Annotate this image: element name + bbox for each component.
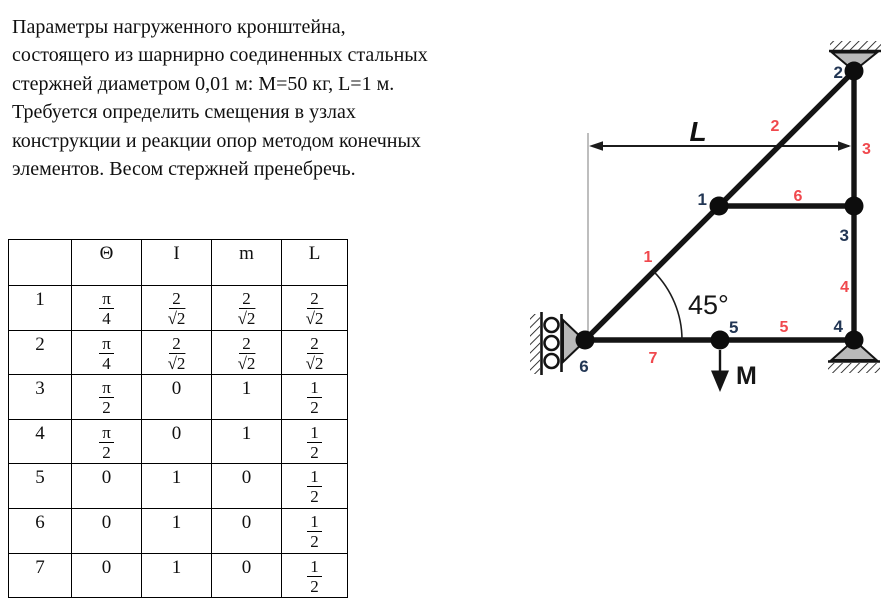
- element-label-5: 5: [779, 319, 789, 336]
- cell-value: 1: [241, 378, 252, 400]
- problem-text-line: состоящего из шарнирно соединенных стальных: [12, 44, 428, 67]
- node-label-1: 1: [697, 190, 707, 209]
- cell-value: 1: [171, 467, 182, 489]
- cell-value: 1: [171, 511, 182, 533]
- cell-value: 1: [241, 422, 252, 444]
- cell-value: 0: [241, 467, 252, 489]
- row-label: 3: [9, 375, 72, 420]
- row-label: 1: [9, 286, 72, 331]
- column-header: I: [142, 240, 212, 286]
- node-5: [711, 331, 730, 350]
- column-header: Θ: [72, 240, 142, 286]
- cell-value: 0: [101, 467, 112, 489]
- fraction-value: $\frac{1}{2}$: [307, 557, 322, 596]
- node-2: [845, 62, 864, 81]
- force-label: M: [736, 362, 757, 390]
- row-label: 4: [9, 419, 72, 464]
- angle-label: 45°: [688, 290, 729, 320]
- column-header: m: [212, 240, 282, 286]
- node-label-4: 4: [833, 317, 843, 336]
- fraction-value: $\frac{2}{√2}$: [237, 333, 256, 373]
- fraction-value: $\frac{\pi}{4}$: [99, 334, 114, 373]
- element-label-2: 2: [770, 118, 780, 135]
- element-label-6: 6: [793, 188, 803, 205]
- fraction-value: $\frac{\pi}{2}$: [99, 423, 114, 462]
- roller-icon: [545, 336, 559, 350]
- node-label-2: 2: [833, 63, 843, 82]
- problem-text-line: элементов. Весом стержней пренебречь.: [12, 158, 356, 181]
- row-label: 7: [9, 553, 72, 598]
- element-label-4: 4: [840, 279, 849, 296]
- problem-text-line: конструкции и реакции опор методом конечных: [12, 129, 421, 152]
- roller-icon: [545, 318, 559, 332]
- node-label-5: 5: [729, 318, 739, 337]
- element-label-3: 3: [862, 141, 871, 158]
- row-label: 5: [9, 464, 72, 509]
- cell-value: 0: [101, 556, 112, 578]
- element-label-1: 1: [643, 249, 653, 266]
- fraction-value: $\frac{2}{√2}$: [167, 289, 186, 329]
- cell-value: 0: [101, 511, 112, 533]
- node-6: [576, 331, 595, 350]
- fraction-value: $\frac{\pi}{4}$: [99, 289, 114, 328]
- cell-value: 1: [171, 556, 182, 578]
- dimension-label: L: [689, 116, 707, 147]
- node-label-3: 3: [839, 226, 849, 245]
- dimension-arrow-right: [838, 141, 851, 150]
- fraction-value: $\frac{2}{√2}$: [305, 333, 324, 373]
- node-label-6: 6: [579, 357, 589, 376]
- problem-text-line: Требуется определить смещения в узлах: [12, 101, 356, 124]
- fraction-value: $\frac{\pi}{2}$: [99, 378, 114, 417]
- fraction-value: $\frac{2}{√2}$: [305, 289, 324, 329]
- fraction-value: $\frac{2}{√2}$: [167, 333, 186, 373]
- force-arrow-head: [711, 371, 729, 393]
- cell-value: 0: [171, 422, 182, 444]
- fraction-value: $\frac{1}{2}$: [307, 423, 322, 462]
- row-label: 2: [9, 330, 72, 375]
- row-label: 6: [9, 508, 72, 553]
- roller-icon: [545, 354, 559, 368]
- angle-arc: [654, 271, 682, 340]
- element-label-7: 7: [648, 350, 658, 367]
- column-header: L: [282, 240, 348, 286]
- node-3: [845, 197, 864, 216]
- node-4: [845, 331, 864, 350]
- cell-value: 0: [241, 511, 252, 533]
- dimension-arrow-left: [589, 141, 603, 150]
- fraction-value: $\frac{2}{√2}$: [237, 289, 256, 329]
- fraction-value: $\frac{1}{2}$: [307, 512, 322, 551]
- fraction-value: $\frac{1}{2}$: [307, 467, 322, 506]
- cell-value: 0: [241, 556, 252, 578]
- problem-text-line: стержней диаметром 0,01 м: М=50 кг, L=1 м.: [12, 72, 395, 95]
- cell-value: 0: [171, 378, 182, 400]
- fraction-value: $\frac{1}{2}$: [307, 378, 322, 417]
- problem-text-line: Параметры нагруженного кронштейна,: [12, 16, 346, 38]
- node-1: [710, 197, 729, 216]
